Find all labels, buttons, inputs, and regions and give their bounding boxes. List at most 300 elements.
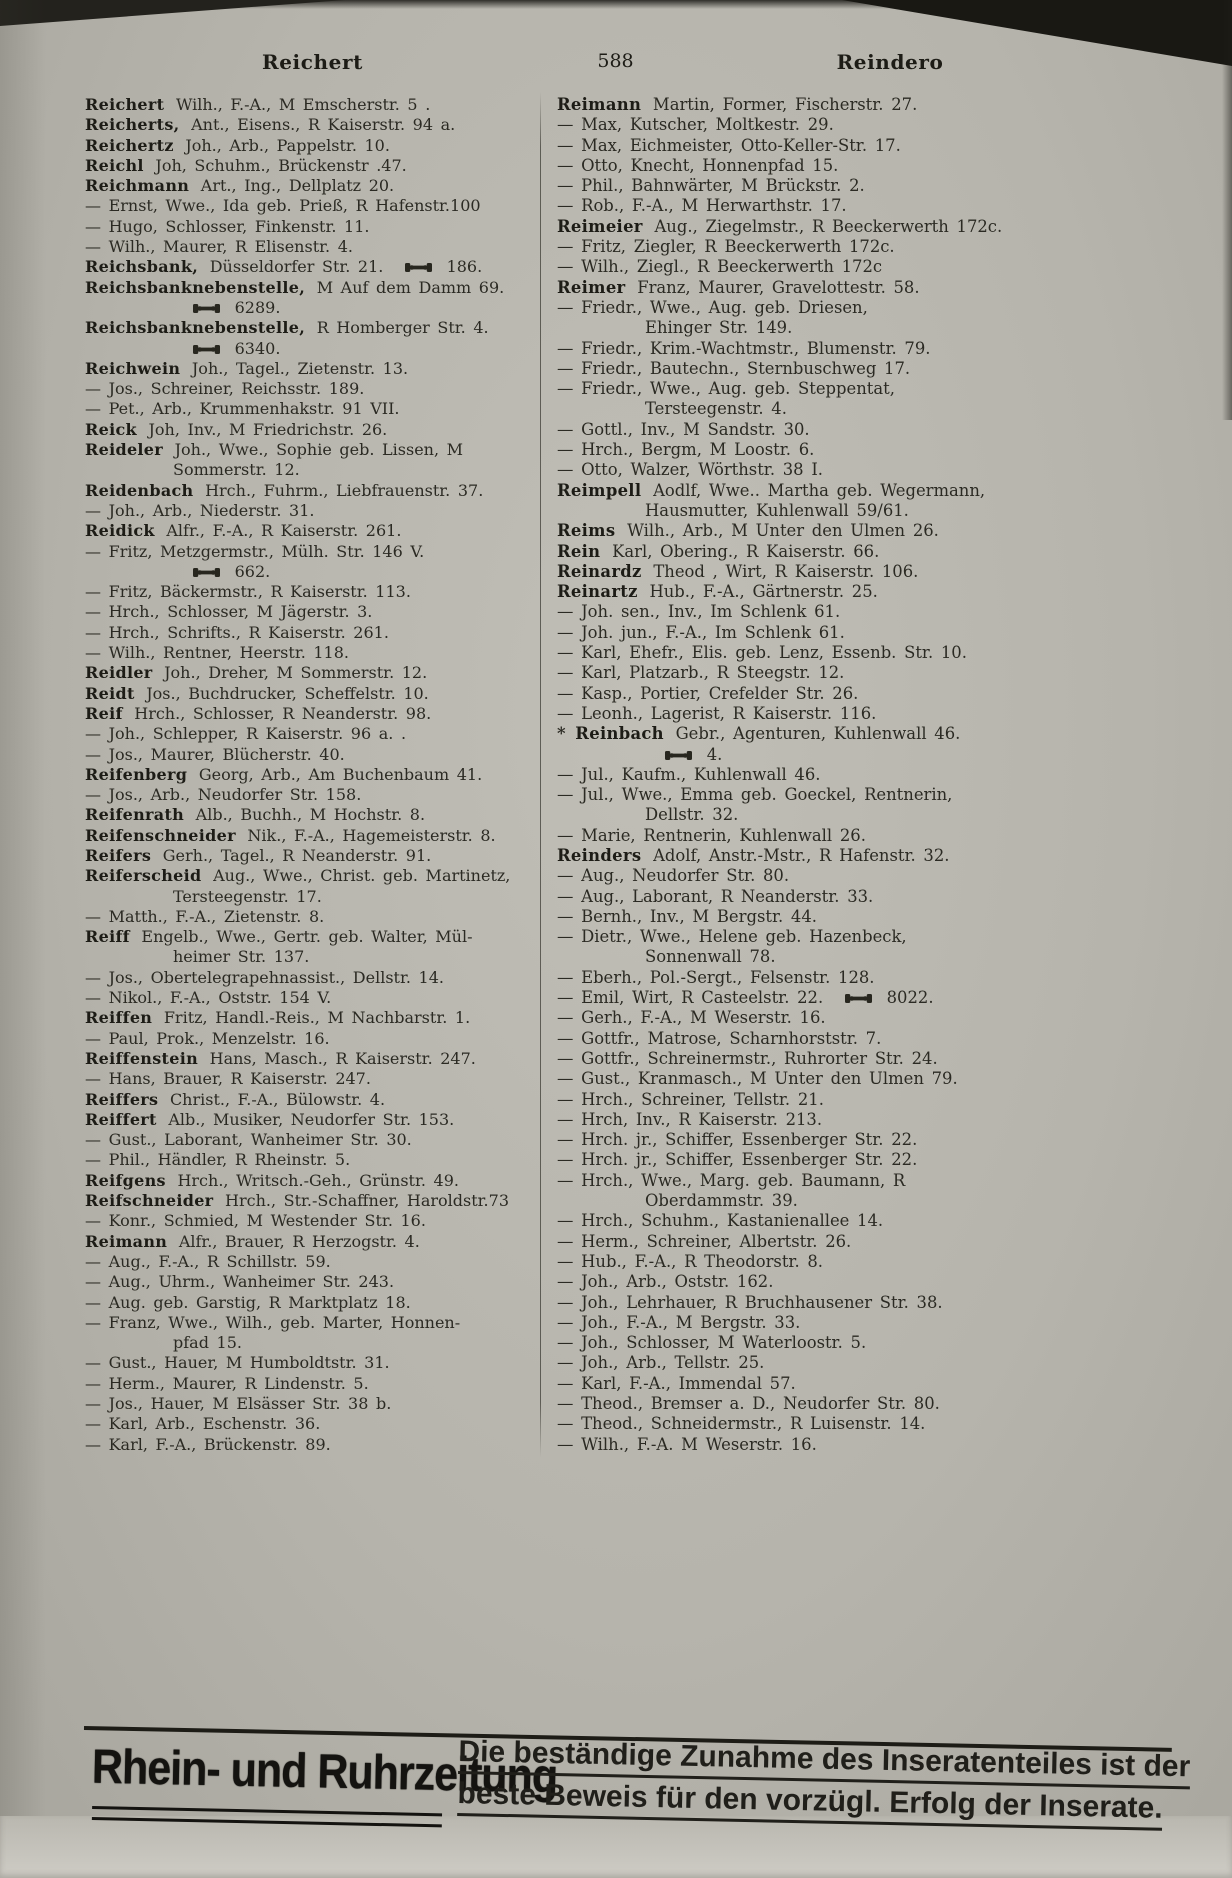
directory-entry	[85, 1435, 543, 1455]
entry-text: Joh., Arb., Pappelstr. 10.	[185, 135, 390, 155]
directory-entry	[557, 339, 1175, 359]
entry-text: — Friedr., Bautechn., Sternbuschweg 17.	[557, 358, 911, 378]
entry-text: — Gerh., F.-A., M Weserstr. 16.	[557, 1008, 826, 1028]
entry-text: Theod , Wirt, R Kaiserstr. 106.	[653, 561, 919, 581]
entry-text: Hrch., Schlosser, R Neanderstr. 98.	[134, 703, 432, 723]
directory-entry	[557, 1272, 1175, 1292]
directory-entry	[557, 785, 1175, 805]
phone-group	[193, 298, 280, 318]
directory-entry	[85, 643, 543, 663]
entry-headword: Reiffers	[85, 1089, 159, 1109]
entry-text: — Marie, Rentnerin, Kuhlenwall 26.	[557, 825, 866, 845]
entry-text: Joh., Tagel., Zietenstr. 13.	[191, 358, 409, 378]
directory-entry	[557, 1252, 1175, 1272]
entry-text: — Herm., Schreiner, Albertstr. 26.	[557, 1231, 852, 1251]
directory-entry	[557, 521, 1175, 541]
entry-headword: Reiffert	[85, 1109, 157, 1129]
phone-group	[845, 988, 934, 1008]
phone-icon	[405, 262, 432, 273]
entry-continuation	[557, 501, 1175, 521]
directory-entry	[85, 765, 543, 785]
entry-text: Ehinger Str. 149.	[645, 318, 793, 338]
entry-text: — Ernst, Wwe., Ida geb. Prieß, R Hafenstr.100	[85, 196, 481, 216]
entry-text: — Karl, Arb., Eschenstr. 36.	[85, 1414, 321, 1434]
directory-entry	[557, 643, 1175, 663]
entry-continuation	[85, 460, 543, 480]
directory-entry	[557, 542, 1175, 562]
directory-column-right	[557, 95, 1175, 1455]
entry-text: — Jos., Obertelegrapehnassist., Dellstr. 14.	[85, 967, 444, 987]
column-divider	[540, 92, 541, 1457]
entry-headword: Reimpell	[557, 480, 642, 500]
entry-headword: Reideler	[85, 440, 164, 460]
directory-entry	[85, 1090, 543, 1110]
entry-text: — Otto, Walzer, Wörthstr. 38 I.	[557, 460, 824, 480]
entry-text: — Gust., Laborant, Wanheimer Str. 30.	[85, 1130, 412, 1150]
directory-entry	[557, 968, 1175, 988]
directory-entry	[557, 257, 1175, 277]
entry-text: — Fritz, Bäckermstr., R Kaiserstr. 113.	[85, 582, 411, 602]
directory-entry	[85, 602, 543, 622]
entry-text: — Herm., Maurer, R Lindenstr. 5.	[85, 1373, 369, 1393]
directory-entry	[85, 1110, 543, 1130]
entry-text: Joh., Wwe., Sophie geb. Lissen, M	[174, 440, 464, 460]
directory-entry	[557, 95, 1175, 115]
entry-text: Georg, Arb., Am Buchenbaum 41.	[198, 764, 483, 784]
directory-entry	[85, 805, 543, 825]
entry-text: — Jos., Arb., Neudorfer Str. 158.	[85, 785, 362, 805]
directory-entry	[85, 1232, 543, 1252]
entry-headword: Reinardz	[557, 561, 642, 581]
entry-text: M Auf dem Damm 69.	[316, 277, 505, 297]
directory-entry	[85, 1191, 543, 1211]
phone-group	[665, 745, 722, 765]
directory-entry	[557, 826, 1175, 846]
entry-text: Joh, Inv., M Friedrichstr. 26.	[148, 419, 388, 439]
entry-continuation	[557, 947, 1175, 967]
entry-text: — Gust., Kranmasch., M Unter den Ulmen 79.	[557, 1069, 958, 1089]
page-crease	[0, 0, 46, 1878]
entry-text: — Leonh., Lagerist, R Kaiserstr. 116.	[557, 703, 877, 723]
entry-text: — Hub., F.-A., R Theodorstr. 8.	[557, 1251, 824, 1271]
directory-entry	[85, 907, 543, 927]
entry-text: — Max, Eichmeister, Otto-Keller-Str. 17.	[557, 135, 901, 155]
directory-entry	[85, 1374, 543, 1394]
entry-headword: Reifenschneider	[85, 825, 236, 845]
directory-entry	[85, 1414, 543, 1434]
entry-text: — Hugo, Schlosser, Finkenstr. 11.	[85, 216, 370, 236]
entry-text: Alfr., F.-A., R Kaiserstr. 261.	[166, 521, 402, 541]
entry-text: Aug., Wwe., Christ. geb. Martinetz,	[213, 866, 511, 886]
directory-entry	[557, 1394, 1175, 1414]
entry-text: Hrch., Writsch.-Geh., Grünstr. 49.	[177, 1170, 459, 1190]
entry-headword: Reidick	[85, 521, 155, 541]
entry-text: — Theod., Schneidermstr., R Luisenstr. 14.	[557, 1414, 926, 1434]
directory-entry	[85, 399, 543, 419]
directory-entry	[557, 1130, 1175, 1150]
phone-group	[405, 257, 482, 277]
directory-entry	[85, 1171, 543, 1191]
phone-number: 6289.	[234, 297, 281, 317]
entry-text: Alb., Musiker, Neudorfer Str. 153.	[168, 1109, 455, 1129]
entry-text: Tersteegenstr. 17.	[173, 886, 322, 906]
entry-headword: Reiffenstein	[85, 1048, 199, 1068]
entry-continuation	[557, 318, 1175, 338]
entry-text: — Hrch., Schuhm., Kastanienallee 14.	[557, 1211, 884, 1231]
directory-entry	[85, 217, 543, 237]
directory-entry	[557, 846, 1175, 866]
directory-entry	[85, 95, 543, 115]
entry-text: — Matth., F.-A., Zietenstr. 8.	[85, 906, 325, 926]
entry-text: — Eberh., Pol.-Sergt., Felsenstr. 128.	[557, 967, 875, 987]
entry-text: Christ., F.-A., Bülowstr. 4.	[169, 1089, 386, 1109]
entry-text: — Aug., Laborant, R Neanderstr. 33.	[557, 886, 874, 906]
entry-headword: Reichert	[85, 95, 165, 114]
entry-continuation	[557, 1191, 1175, 1211]
directory-entry	[85, 846, 543, 866]
entry-headword: Reinders	[557, 845, 642, 865]
directory-entry	[557, 1090, 1175, 1110]
entry-text: — Theod., Bremser a. D., Neudorfer Str. 80.	[557, 1394, 940, 1413]
entry-text: — Hrch., Schlosser, M Jägerstr. 3.	[85, 602, 373, 622]
directory-entry	[85, 176, 543, 196]
entry-text: — Hrch., Schreiner, Tellstr. 21.	[557, 1089, 824, 1109]
entry-text: — Friedr., Wwe., Aug. geb. Driesen,	[557, 297, 868, 317]
directory-entry	[557, 724, 1175, 744]
entry-text: — Hrch. jr., Schiffer, Essenberger Str. 22.	[557, 1130, 918, 1150]
directory-entry	[85, 359, 543, 379]
directory-entry	[557, 582, 1175, 602]
phone-icon	[845, 993, 872, 1004]
directory-entry	[85, 866, 543, 886]
directory-entry	[85, 1293, 543, 1313]
directory-entry	[557, 1333, 1175, 1353]
entry-headword: Reichl	[85, 155, 144, 175]
entry-text: — Jul., Kaufm., Kuhlenwall 46.	[557, 764, 821, 784]
directory-entry	[557, 237, 1175, 257]
entry-text: — Hrch., Schrifts., R Kaiserstr. 261.	[85, 622, 389, 642]
phone-number: 6340.	[234, 338, 281, 358]
entry-text: Joh., Dreher, M Sommerstr. 12.	[164, 663, 428, 683]
entry-text: — Pet., Arb., Krummenhakstr. 91 VII.	[85, 399, 400, 419]
directory-entry	[557, 602, 1175, 622]
entry-text: — Aug., F.-A., R Schillstr. 59.	[85, 1251, 331, 1271]
entry-text: — Fritz, Metzgermstr., Mülh. Str. 146 V.	[85, 541, 425, 561]
entry-headword: Reichertz	[85, 135, 174, 155]
directory-entry	[557, 1414, 1175, 1434]
directory-entry	[85, 704, 543, 724]
entry-text: — Rob., F.-A., M Herwarthstr. 17.	[557, 196, 847, 216]
directory-entry	[557, 623, 1175, 643]
directory-entry	[557, 1313, 1175, 1333]
directory-entry	[557, 136, 1175, 156]
entry-text: Adolf, Anstr.-Mstr., R Hafenstr. 32.	[653, 845, 950, 865]
entry-text: — Joh., Arb., Tellstr. 25.	[557, 1353, 765, 1373]
directory-entry	[85, 1150, 543, 1170]
entry-text: — Otto, Knecht, Honnenpfad 15.	[557, 155, 839, 175]
photo-shadow-right	[1222, 0, 1232, 420]
entry-headword: Reichmann	[85, 176, 190, 196]
phone-number: 4.	[706, 744, 723, 764]
phone-icon	[665, 750, 692, 761]
directory-entry	[85, 136, 543, 156]
entry-text: R Homberger Str. 4.	[316, 318, 489, 338]
entry-text: — Phil., Bahnwärter, M Brückstr. 2.	[557, 176, 865, 196]
entry-headword: Reidler	[85, 663, 153, 683]
entry-text: Sommerstr. 12.	[173, 460, 300, 480]
entry-text: — Aug., Uhrm., Wanheimer Str. 243.	[85, 1272, 395, 1292]
directory-entry	[85, 1252, 543, 1272]
entry-headword: Reif	[85, 703, 123, 723]
directory-entry	[85, 1049, 543, 1069]
directory-entry	[85, 1353, 543, 1373]
directory-entry	[85, 440, 543, 460]
entry-text: Alb., Buchh., M Hochstr. 8.	[195, 805, 426, 825]
entry-text: Wilh., Arb., M Unter den Ulmen 26.	[627, 521, 939, 541]
directory-entry	[85, 1394, 543, 1414]
header-keyword-left: Reichert	[262, 50, 363, 74]
entry-text: — Franz, Wwe., Wilh., geb. Marter, Honnen-	[85, 1312, 461, 1332]
directory-entry	[85, 785, 543, 805]
entry-text: — Gust., Hauer, M Humboldtstr. 31.	[85, 1353, 390, 1373]
entry-text: — Max, Kutscher, Moltkestr. 29.	[557, 115, 834, 135]
entry-text: — Joh., Schlosser, M Waterloostr. 5.	[557, 1333, 867, 1353]
directory-entry	[85, 501, 543, 521]
entry-text: — Konr., Schmied, M Westender Str. 16.	[85, 1211, 426, 1231]
directory-entry	[557, 1374, 1175, 1394]
entry-text: — Bernh., Inv., M Bergstr. 44.	[557, 906, 817, 926]
directory-entry	[557, 440, 1175, 460]
entry-text: Hub., F.-A., Gärtnerstr. 25.	[649, 582, 878, 602]
entry-text: — Karl, Platzarb., R Steegstr. 12.	[557, 663, 845, 683]
entry-text: — Gottfr., Matrose, Scharnhorststr. 7.	[557, 1028, 882, 1048]
entry-continuation	[557, 399, 1175, 419]
entry-text: — Aug. geb. Garstig, R Marktplatz 18.	[85, 1292, 411, 1312]
directory-entry	[85, 278, 543, 298]
directory-entry	[85, 156, 543, 176]
directory-entry	[557, 481, 1175, 501]
entry-text: Hrch., Str.-Schaffner, Haroldstr.73	[225, 1191, 509, 1211]
entry-headword: Reifgens	[85, 1170, 166, 1190]
directory-entry	[557, 1110, 1175, 1130]
ad-slogan-line-1: Die beständige Zunahme des Inseratenteiles ist der	[458, 1733, 1191, 1789]
entry-text: Düsseldorfer Str. 21.	[209, 257, 384, 277]
directory-entry	[557, 1049, 1175, 1069]
entry-continuation	[85, 887, 543, 907]
entry-text: — Joh., Arb., Oststr. 162.	[557, 1272, 774, 1292]
phone-number: 662.	[234, 561, 271, 581]
entry-headword: Reinbach	[575, 724, 664, 744]
entry-text: Ant., Eisens., R Kaiserstr. 94 a.	[191, 115, 456, 135]
entry-text: Art., Ing., Dellplatz 20.	[200, 176, 395, 196]
entry-text: — Paul, Prok., Menzelstr. 16.	[85, 1028, 330, 1048]
directory-entry	[557, 907, 1175, 927]
entry-text: — Joh., Schlepper, R Kaiserstr. 96 a. .	[85, 724, 407, 744]
entry-text: — Aug., Neudorfer Str. 80.	[557, 866, 790, 886]
directory-entry	[85, 521, 543, 541]
entry-text: Joh, Schuhm., Brückenstr .47.	[155, 155, 407, 175]
directory-entry	[557, 765, 1175, 785]
directory-entry	[85, 968, 543, 988]
entry-text: — Jos., Maurer, Blücherstr. 40.	[85, 744, 345, 764]
entry-text: — Emil, Wirt, R Casteelstr. 22.	[557, 988, 824, 1008]
directory-entry	[557, 420, 1175, 440]
directory-entry	[85, 115, 543, 135]
directory-entry	[85, 542, 543, 562]
directory-entry	[557, 1150, 1175, 1170]
entry-headword: Reifschneider	[85, 1191, 214, 1211]
directory-entry	[85, 663, 543, 683]
entry-text: — Jos., Schreiner, Reichsstr. 189.	[85, 379, 365, 399]
entry-headword: Reiffen	[85, 1008, 153, 1028]
entry-headword: Reimann	[85, 1231, 168, 1251]
directory-entry	[85, 684, 543, 704]
directory-entry	[557, 115, 1175, 135]
entry-text: — Hrch., Bergm, M Loostr. 6.	[557, 440, 815, 460]
directory-entry	[557, 684, 1175, 704]
directory-entry	[557, 704, 1175, 724]
entry-headword: Reichwein	[85, 358, 181, 378]
entry-headword: Reimann	[557, 95, 642, 114]
entry-text: — Jul., Wwe., Emma geb. Goeckel, Rentnerin,	[557, 785, 953, 805]
entry-text: Dellstr. 32.	[645, 805, 739, 825]
directory-entry	[557, 1353, 1175, 1373]
entry-text: — Wilh., Rentner, Heerstr. 118.	[85, 643, 349, 663]
directory-entry	[85, 745, 543, 765]
entry-text: — Jos., Hauer, M Elsässer Str. 38 b.	[85, 1394, 392, 1413]
directory-entry	[85, 1069, 543, 1089]
directory-entry	[85, 582, 543, 602]
directory-entry	[85, 1211, 543, 1231]
directory-entry	[557, 1029, 1175, 1049]
entry-continuation	[85, 947, 543, 967]
phone-line	[85, 562, 543, 582]
directory-entry	[85, 1130, 543, 1150]
entry-headword: Reiff	[85, 927, 130, 947]
directory-entry	[557, 562, 1175, 582]
entry-headword: Reinartz	[557, 582, 638, 602]
directory-entry	[85, 927, 543, 947]
entry-text: Hans, Masch., R Kaiserstr. 247.	[209, 1048, 476, 1068]
entry-headword: Reichsbank,	[85, 257, 199, 277]
entry-text: — Karl, F.-A., Brückenstr. 89.	[85, 1434, 331, 1454]
entry-text: — Karl, F.-A., Immendal 57.	[557, 1373, 796, 1393]
entry-headword: Reicherts,	[85, 115, 180, 135]
phone-icon	[193, 567, 220, 578]
directory-entry	[85, 826, 543, 846]
ad-slogan-line-2: beste Beweis für den vorzügl. Erfolg der Inserate.	[457, 1775, 1163, 1831]
directory-entry	[557, 927, 1175, 947]
phone-group	[193, 562, 270, 582]
entry-text: — Kasp., Portier, Crefelder Str. 26.	[557, 683, 859, 703]
directory-entry	[85, 318, 543, 338]
directory-entry	[557, 887, 1175, 907]
entry-text: — Phil., Händler, R Rheinstr. 5.	[85, 1150, 351, 1170]
entry-headword: Reifers	[85, 845, 152, 865]
entry-continuation	[85, 1333, 543, 1353]
entry-text: heimer Str. 137.	[173, 947, 310, 967]
directory-entry	[557, 1435, 1175, 1455]
entry-text: Nik., F.-A., Hagemeisterstr. 8.	[247, 825, 496, 845]
directory-entry	[557, 460, 1175, 480]
entry-text: — Joh., F.-A., M Bergstr. 33.	[557, 1312, 801, 1332]
directory-entry	[557, 988, 1175, 1008]
phone-line	[85, 298, 543, 318]
entry-text: Martin, Former, Fischerstr. 27.	[652, 95, 918, 114]
entry-headword: Reimer	[557, 277, 626, 297]
directory-entry	[557, 379, 1175, 399]
entry-text: Gerh., Tagel., R Neanderstr. 91.	[162, 845, 432, 865]
entry-text: Hrch., Fuhrm., Liebfrauenstr. 37.	[205, 480, 484, 500]
entry-text: — Gottl., Inv., M Sandstr. 30.	[557, 419, 810, 439]
directory-entry	[85, 237, 543, 257]
directory-entry	[85, 481, 543, 501]
entry-text: — Friedr., Krim.-Wachtmstr., Blumenstr. 79.	[557, 338, 931, 358]
entry-text: — Dietr., Wwe., Helene geb. Hazenbeck,	[557, 927, 907, 947]
directory-entry	[557, 278, 1175, 298]
entry-text: Gebr., Agenturen, Kuhlenwall 46.	[675, 724, 961, 744]
directory-entry	[85, 196, 543, 216]
ad-slogan	[457, 1733, 1191, 1832]
entry-text: — Wilh., Maurer, R Elisenstr. 4.	[85, 237, 353, 257]
phone-number: 186.	[446, 257, 483, 277]
directory-entry	[85, 1313, 543, 1333]
entry-text: — Hans, Brauer, R Kaiserstr. 247.	[85, 1069, 371, 1089]
entry-text: Karl, Obering., R Kaiserstr. 66.	[612, 541, 880, 561]
directory-entry	[557, 866, 1175, 886]
directory-entry	[85, 1008, 543, 1028]
phone-icon	[193, 344, 220, 355]
entry-headword: Reick	[85, 419, 137, 439]
entry-text: Engelb., Wwe., Gertr. geb. Walter, Mül-	[141, 927, 473, 947]
directory-entry	[85, 257, 543, 277]
directory-entry	[557, 1232, 1175, 1252]
entry-headword: Rein	[557, 541, 601, 561]
directory-entry	[557, 217, 1175, 237]
directory-entry	[85, 988, 543, 1008]
phone-group	[193, 339, 280, 359]
star-marker: *	[557, 724, 566, 744]
directory-entry	[557, 663, 1175, 683]
entry-headword: Reimeier	[557, 216, 643, 236]
entry-text: — Joh. sen., Inv., Im Schlenk 61.	[557, 602, 841, 622]
entry-text: — Karl, Ehefr., Elis. geb. Lenz, Essenb. Str. 10.	[557, 643, 967, 663]
directory-entry	[85, 379, 543, 399]
entry-text: Aodlf, Wwe.. Martha geb. Wegermann,	[653, 480, 986, 500]
entry-text: — Hrch., Wwe., Marg. geb. Baumann, R	[557, 1170, 906, 1190]
phone-line	[557, 745, 1175, 765]
directory-entry	[85, 1029, 543, 1049]
ad-brand-name: Rhein- und Ruhrzeitung	[91, 1740, 558, 1804]
entry-headword: Reichsbanknebenstelle,	[85, 318, 306, 338]
entry-text: Hausmutter, Kuhlenwall 59/61.	[645, 500, 909, 520]
entry-text: — Fritz, Ziegler, R Beeckerwerth 172c.	[557, 237, 895, 257]
entry-text: — Wilh., Ziegl., R Beeckerwerth 172c	[557, 257, 883, 277]
directory-entry	[557, 1211, 1175, 1231]
phone-line	[85, 339, 543, 359]
directory-entry	[557, 359, 1175, 379]
entry-text: — Hrch, Inv., R Kaiserstr. 213.	[557, 1109, 823, 1129]
directory-entry	[85, 724, 543, 744]
directory-entry	[557, 1069, 1175, 1089]
directory-entry	[85, 1272, 543, 1292]
entry-headword: Reims	[557, 521, 616, 541]
directory-entry	[557, 1171, 1175, 1191]
entry-text: Franz, Maurer, Gravelottestr. 58.	[637, 277, 920, 297]
entry-text: Alfr., Brauer, R Herzogstr. 4.	[178, 1231, 420, 1251]
phone-icon	[193, 303, 220, 314]
entry-text: — Gottfr., Schreinermstr., Ruhrorter Str. 24.	[557, 1048, 938, 1068]
